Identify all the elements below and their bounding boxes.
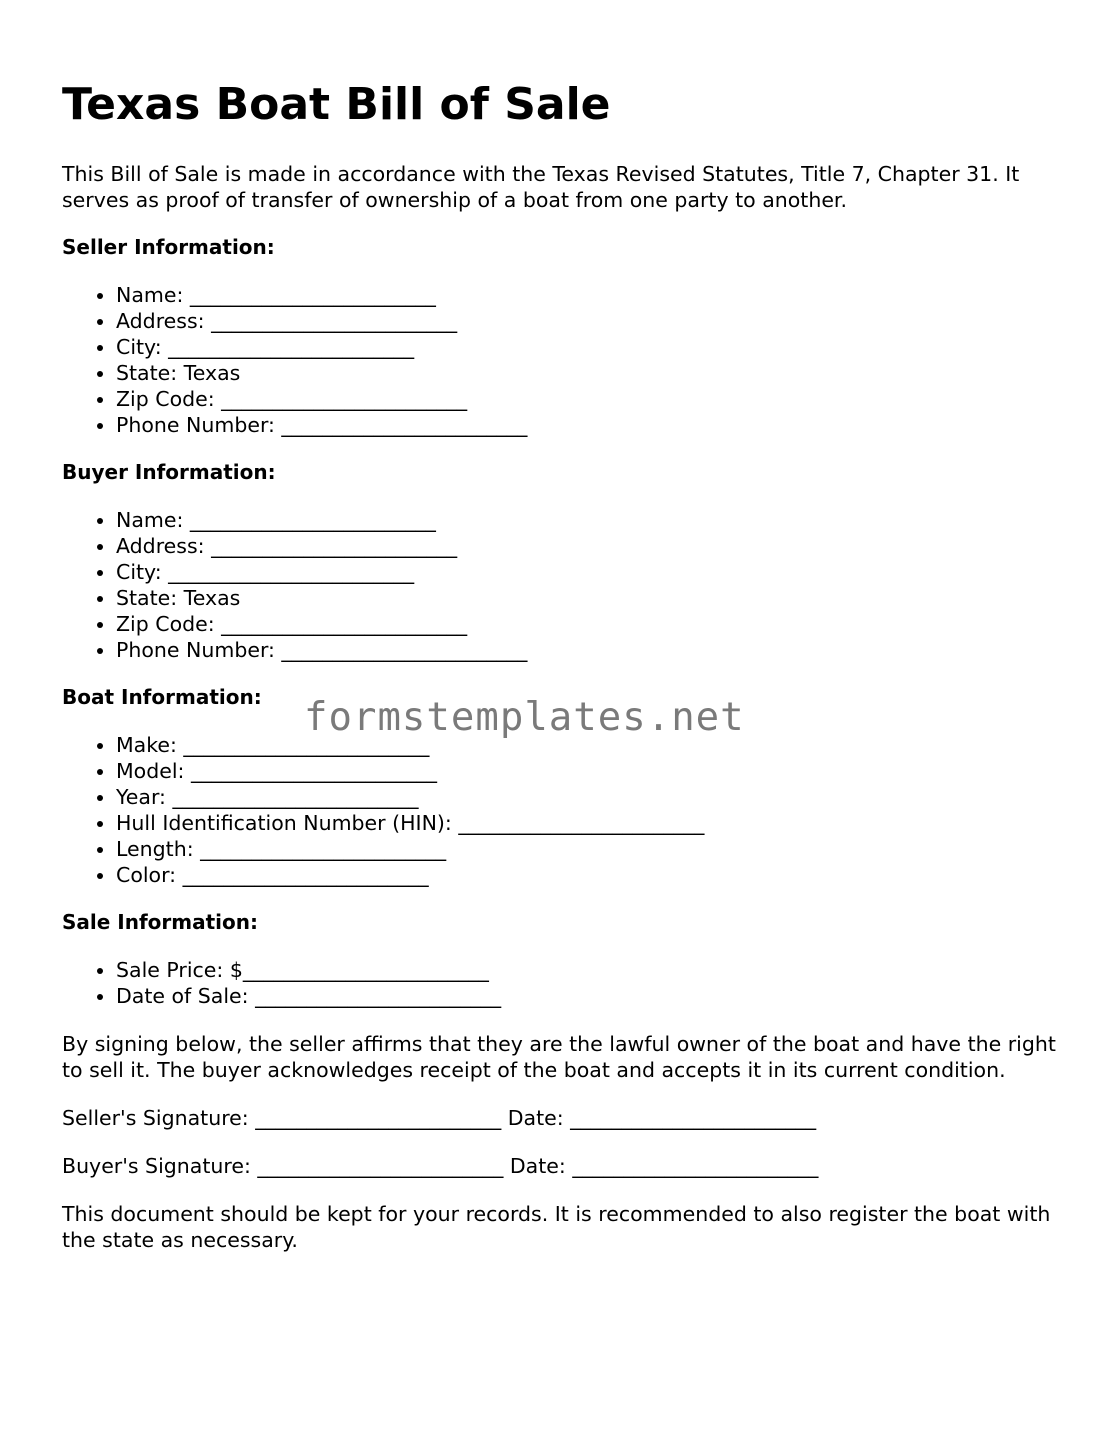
seller-phone-field: • Phone Number: ________________________ xyxy=(116,412,1062,438)
sale-fields-list xyxy=(62,957,1062,1009)
watermark: formstemplates.net xyxy=(304,695,745,740)
seller-address-field: • Address: ________________________ xyxy=(116,308,1062,334)
boat-make-field: • Make: ________________________ xyxy=(116,732,1062,758)
boat-fields-list xyxy=(62,732,1062,888)
sale-date-field: • Date of Sale: ________________________ xyxy=(116,983,1062,1009)
seller-fields-list xyxy=(62,282,1062,438)
buyer-zip-field: • Zip Code: ________________________ xyxy=(116,611,1062,637)
boat-hin-field: • Hull Identification Number (HIN): ________________________ xyxy=(116,810,1062,836)
seller-state-field: • State: Texas xyxy=(116,360,1062,386)
document xyxy=(62,78,1062,1253)
boat-year-field: • Year: ________________________ xyxy=(116,784,1062,810)
buyer-phone-field: • Phone Number: ________________________ xyxy=(116,637,1062,663)
buyer-fields-list xyxy=(62,507,1062,663)
seller-heading: Seller Information: xyxy=(62,235,275,259)
buyer-signature-line: Buyer's Signature: ________________________ Date: ________________________ xyxy=(62,1154,819,1178)
seller-city-field: • City: ________________________ xyxy=(116,334,1062,360)
buyer-address-field: • Address: ________________________ xyxy=(116,533,1062,559)
buyer-city-field: • City: ________________________ xyxy=(116,559,1062,585)
seller-zip-field: • Zip Code: ________________________ xyxy=(116,386,1062,412)
document-title: Texas Boat Bill of Sale xyxy=(62,79,611,130)
closing-note: This document should be kept for your records. It is recommended to also register the boat with the state as necessary. xyxy=(62,1202,1051,1252)
boat-model-field: • Model: ________________________ xyxy=(116,758,1062,784)
sale-heading: Sale Information: xyxy=(62,910,258,934)
buyer-name-field: • Name: ________________________ xyxy=(116,507,1062,533)
boat-length-field: • Length: ________________________ xyxy=(116,836,1062,862)
boat-heading: Boat Information: xyxy=(62,685,262,709)
sale-price-field: • Sale Price: $________________________ xyxy=(116,957,1062,983)
buyer-heading: Buyer Information: xyxy=(62,460,276,484)
seller-signature-line: Seller's Signature: ________________________ Date: ________________________ xyxy=(62,1106,817,1130)
intro-paragraph: This Bill of Sale is made in accordance with the Texas Revised Statutes, Title 7, Chapter 31. It serves as proof of transfer of ownership of a boat from one party to another. xyxy=(62,162,1020,212)
buyer-state-field: • State: Texas xyxy=(116,585,1062,611)
affirmation-paragraph: By signing below, the seller affirms that they are the lawful owner of the boat and have the right to sell it. The buyer acknowledges receipt of the boat and accepts it in its current condition. xyxy=(62,1032,1056,1082)
boat-color-field: • Color: ________________________ xyxy=(116,862,1062,888)
seller-name-field: • Name: ________________________ xyxy=(116,282,1062,308)
